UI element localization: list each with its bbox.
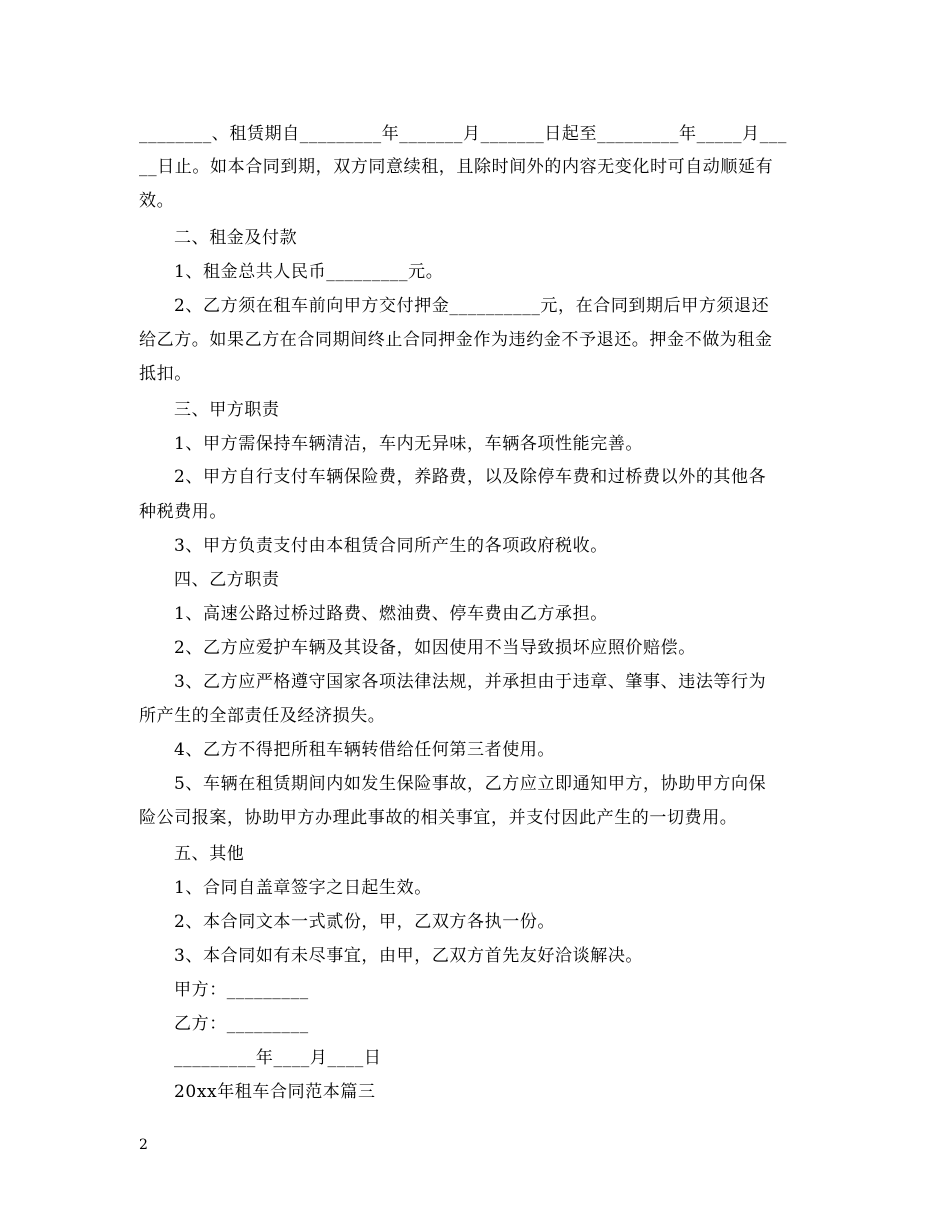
text-line: 1、高速公路过桥过路费、燃油费、停车费由乙方承担。 [174, 604, 608, 624]
text-line: 抵扣。 [139, 364, 192, 384]
page-number: 2 [139, 1137, 148, 1153]
text-line: 4、乙方不得把所租车辆转借给任何第三者使用。 [174, 740, 556, 760]
text-line: ________、租赁期自_________年_______月_______日起至_________年_____月___ [139, 124, 787, 144]
text-line: 3、乙方应严格遵守国家各项法律法规，并承担由于违章、肇事、违法等行为 [174, 672, 767, 692]
section-heading: 五、其他 [174, 844, 245, 864]
text-line: 3、本合同如有未尽事宜，由甲，乙双方首先友好洽谈解决。 [174, 946, 644, 966]
text-line: 所产生的全部责任及经济损失。 [139, 706, 386, 726]
section-heading: 二、租金及付款 [174, 228, 298, 248]
text-line: 1、甲方需保持车辆清洁，车内无异味，车辆各项性能完善。 [174, 434, 644, 454]
text-line: 2、乙方须在租车前向甲方交付押金__________元，在合同到期后甲方须退还 [174, 296, 770, 316]
party-b-signature-line: 乙方：_________ [174, 1014, 309, 1034]
text-line: 险公司报案，协助甲方办理此事故的相关事宜，并支付因此产生的一切费用。 [139, 808, 738, 828]
text-line: __日止。如本合同到期，双方同意续租，且除时间外的内容无变化时可自动顺延有 [139, 157, 774, 177]
party-a-signature-line: 甲方：_________ [174, 980, 309, 1000]
section-heading: 四、乙方职责 [174, 570, 280, 590]
text-line: 1、合同自盖章签字之日起生效。 [174, 878, 432, 898]
text-line: 效。 [139, 191, 175, 211]
text-line: 2、甲方自行支付车辆保险费，养路费，以及除停车费和过桥费以外的其他各 [174, 467, 767, 487]
signature-date-line: _________年____月____日 [174, 1048, 382, 1068]
text-line: 2、乙方应爱护车辆及其设备，如因使用不当导致损坏应照价赔偿。 [174, 638, 696, 658]
text-line: 3、甲方负责支付由本租赁合同所产生的各项政府税收。 [174, 536, 608, 556]
next-section-title: 20xx年租车合同范本篇三 [174, 1082, 376, 1102]
text-line: 给乙方。如果乙方在合同期间终止合同押金作为违约金不予退还。押金不做为租金 [139, 330, 773, 350]
text-line: 种税费用。 [139, 502, 227, 522]
text-line: 1、租金总共人民币_________元。 [174, 262, 444, 282]
text-line: 5、车辆在租赁期间内如发生保险事故，乙方应立即通知甲方，协助甲方向保 [174, 774, 767, 794]
section-heading: 三、甲方职责 [174, 400, 280, 420]
text-line: 2、本合同文本一式贰份，甲，乙双方各执一份。 [174, 912, 556, 932]
